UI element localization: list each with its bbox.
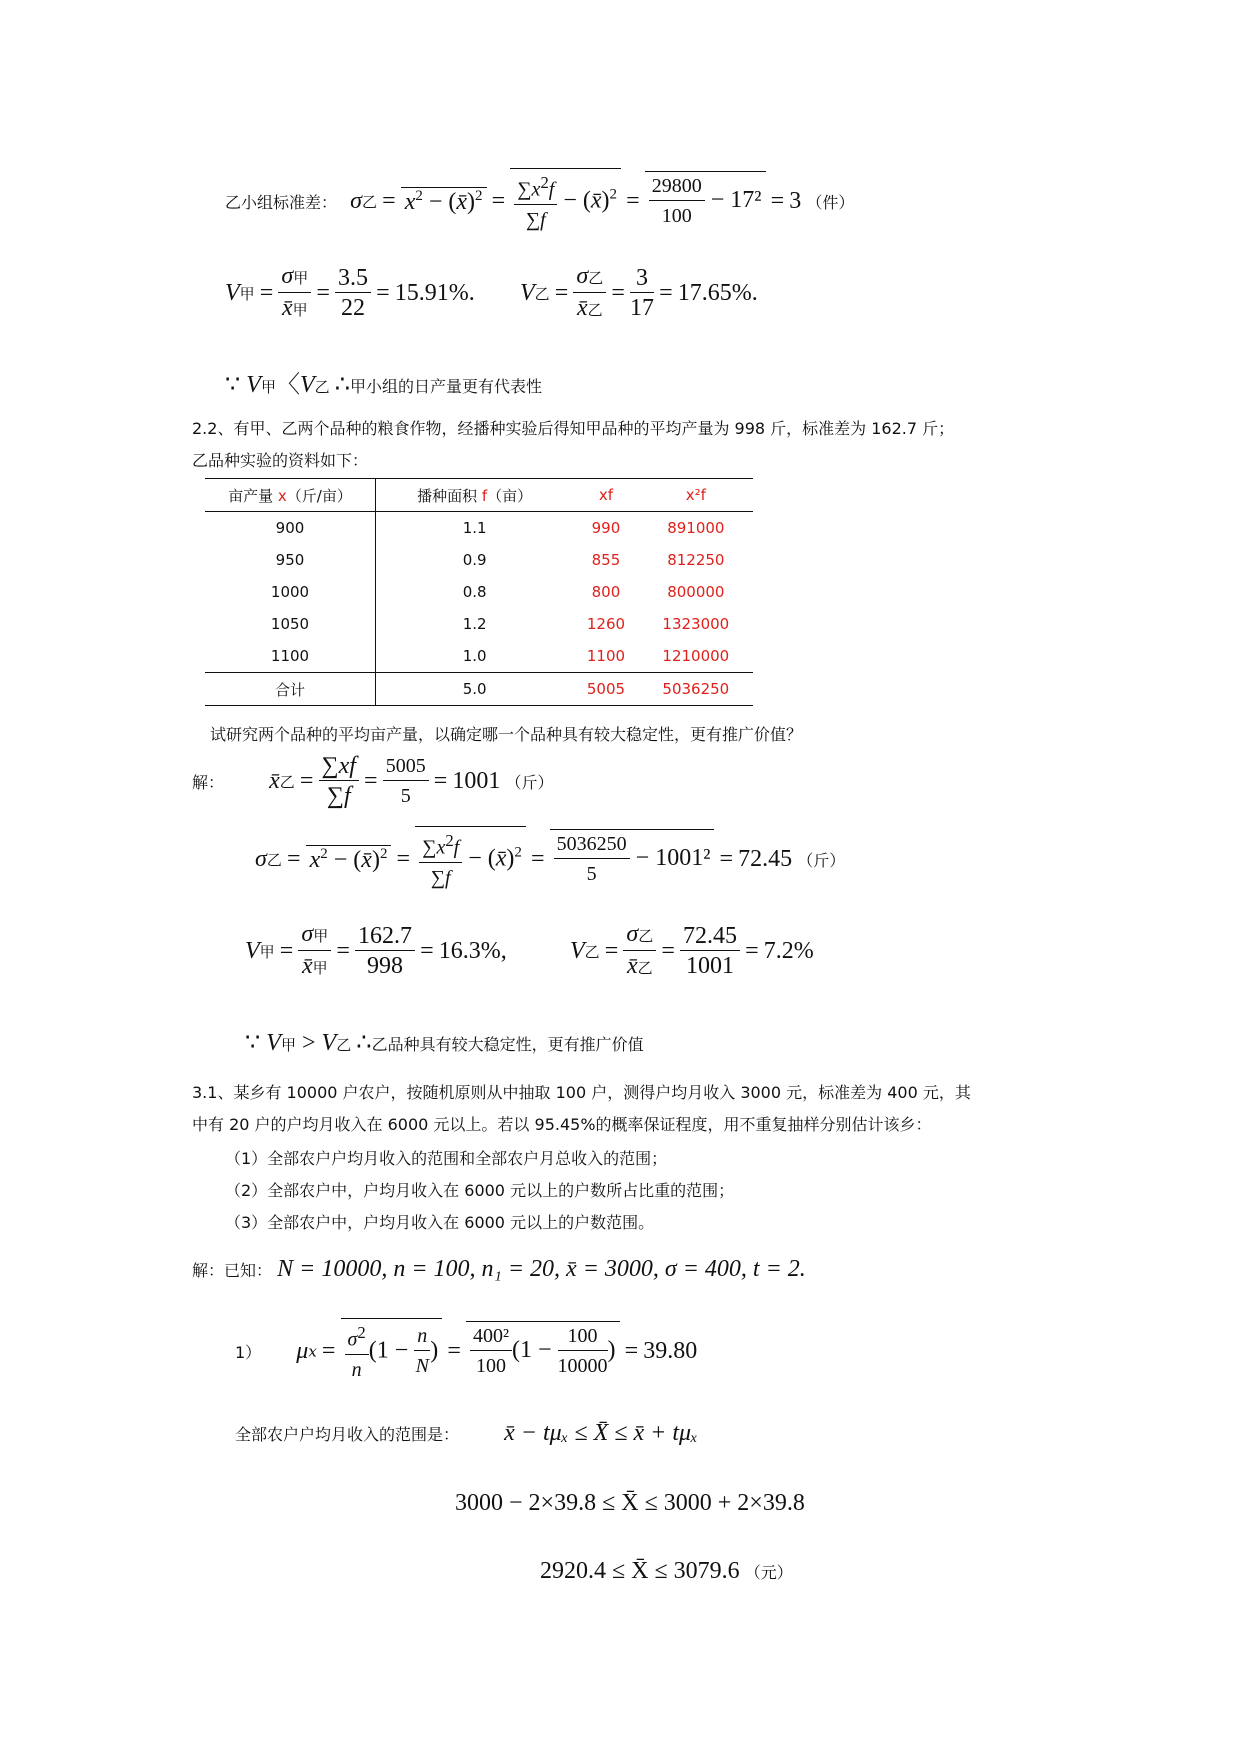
sqrt-x2-minus-xbar2: $x^2$ − (x̄)$^2$ bbox=[401, 187, 487, 216]
equals-2: = bbox=[491, 187, 506, 214]
cell: 800 bbox=[591, 583, 621, 601]
mean-yi-formula: 解： x̄乙 = $\frac{\sum xf}{\sum f}$ = $\frac{5005}{5}$ = 1001 （斤） bbox=[192, 753, 554, 809]
equals: = bbox=[376, 280, 390, 306]
v-sub-jia: 甲 bbox=[239, 285, 255, 303]
cell: 合计 bbox=[205, 673, 376, 706]
solution-label: 解： bbox=[192, 773, 225, 792]
unit-jin: （斤） bbox=[797, 850, 846, 870]
calc-minus: 17² bbox=[730, 187, 762, 214]
sd-result: 72.45 bbox=[738, 845, 793, 872]
frac-sum-xf: $\frac{\sum xf}{\sum f}$ bbox=[319, 752, 359, 811]
therefore-symbol: ∴ bbox=[334, 372, 351, 398]
header-area: 播种面积 f（亩） bbox=[376, 479, 574, 512]
cell: 1050 bbox=[205, 608, 376, 640]
cell: 1.0 bbox=[462, 647, 487, 665]
mean-result: 1001 bbox=[452, 768, 501, 794]
cell: 1.2 bbox=[462, 615, 487, 633]
v-sub-yi: 乙 bbox=[534, 285, 550, 303]
v-symbol: V bbox=[520, 280, 535, 306]
range-formula-line bbox=[235, 1420, 698, 1447]
frac-sigma-over-mean-yi: $\frac{\text{σ乙}}{\text{x̄乙}}$ bbox=[573, 262, 606, 325]
conclusion-2: ∵ V甲 > V乙 ∴乙品种具有较大稳定性，更有推广价值 bbox=[245, 1030, 644, 1056]
range-formula: x̄ − tμₓ ≤ X̄ ≤ x̄ + tμₓ bbox=[504, 1420, 698, 1446]
sigma-subscript: 乙 bbox=[361, 192, 377, 211]
conclusion-text-2: 乙品种具有较大稳定性，更有推广价值 bbox=[371, 1035, 644, 1054]
cell: 950 bbox=[205, 544, 376, 576]
calc-num: 29800 bbox=[649, 172, 705, 201]
cell: 990 bbox=[591, 519, 621, 537]
table-row bbox=[205, 608, 753, 640]
header-x2f: x²f bbox=[639, 479, 753, 512]
cell: 800000 bbox=[667, 583, 725, 601]
cell: 1210000 bbox=[662, 647, 730, 665]
yield-table bbox=[205, 478, 753, 706]
cell: 5.0 bbox=[376, 673, 574, 706]
cell: 0.8 bbox=[462, 583, 487, 601]
cv-jia-formula: V甲 = $\frac{\text{σ甲}}{\text{x̄甲}}$ = $\frac{3.5}{22}$ = 15.91%. bbox=[225, 262, 475, 325]
cell: 812250 bbox=[667, 551, 725, 569]
known-values-text: N = 10000, n = 100, n₁ = 20, x̄ = 3000, σ = 400, t = 2. bbox=[277, 1256, 806, 1282]
frac-vj-values: $\frac{162.7}{998}$ bbox=[355, 922, 415, 981]
v-symbol: V bbox=[225, 280, 240, 306]
calc-result: 3 bbox=[789, 187, 802, 214]
equals: = bbox=[611, 280, 625, 306]
table-row bbox=[205, 576, 753, 608]
v-jia-result: 15.91% bbox=[394, 280, 469, 306]
table-row bbox=[205, 512, 753, 545]
table-total-row bbox=[205, 673, 753, 706]
table-row bbox=[205, 544, 753, 576]
cell: 1260 bbox=[586, 615, 626, 633]
known-values bbox=[192, 1256, 806, 1283]
sqrt-symbolic: $\frac{\sigma^2}{n}$ (1 − $\frac{n}{N}$ ) bbox=[341, 1318, 443, 1385]
range-result-line bbox=[540, 1558, 793, 1585]
table-row bbox=[205, 640, 753, 673]
unit-jian: （件） bbox=[806, 192, 855, 212]
sqrt-x2-minus-xbar2: $x^2$ − (x̄)$^2$ bbox=[306, 845, 392, 874]
vj-result: 16.3%, bbox=[438, 938, 507, 964]
cell: 1100 bbox=[205, 640, 376, 673]
equals: = bbox=[259, 280, 274, 306]
q31-item-2: （2）全部农户中，户均月收入在 6000 元以上的户数所占比重的范围； bbox=[225, 1181, 735, 1200]
frac-mean-values: $\frac{5005}{5}$ bbox=[383, 752, 429, 811]
unit-yuan: （元） bbox=[744, 1563, 793, 1582]
conclusion-text-1: 甲小组的日产量更有代表性 bbox=[350, 377, 543, 396]
cell: 855 bbox=[591, 551, 621, 569]
cv-yi-formula: V乙 = $\frac{\text{σ乙}}{\text{x̄乙}}$ = $\frac{3}{17}$ = 17.65%. bbox=[520, 262, 758, 325]
mu-result: 39.80 bbox=[643, 1337, 698, 1364]
mu-formula: 1） μx = $\frac{\sigma^2}{n}$ (1 − $\frac{n}{N}$ ) = $\frac{\text{400²}}{100}$ (1 − $\frac{100}{10000}$ ) = 39.80 bbox=[235, 1318, 697, 1385]
sqrt-sum-formula: $\frac{\sum x^2f}{\sum f}$ − (x̄)$^2$ bbox=[415, 826, 526, 893]
table-header-row bbox=[205, 479, 753, 512]
frac-sigma-over-mean: $\frac{\text{σ甲}}{\text{x̄甲}}$ bbox=[278, 262, 311, 325]
cell: 5036250 bbox=[639, 673, 753, 706]
cell: 900 bbox=[205, 512, 376, 545]
vy-result: 7.2% bbox=[763, 938, 814, 964]
yi-sd-label: 乙小组标准差： bbox=[225, 192, 338, 212]
sd-yi-formula: σ乙 = $x^2$ − (x̄)$^2$ = $\frac{\sum x^2f}{\sum f}$ − (x̄)$^2$ = $\frac{5036250}{5}$ − 1001² = 72.45 （斤） bbox=[255, 826, 845, 893]
sqrt-numeric: $\frac{5036250}{5}$ − 1001² bbox=[550, 829, 715, 889]
equals-1: = bbox=[382, 187, 396, 214]
range-calc: 3000 − 2×39.8 ≤ X̄ ≤ 3000 + 2×39.8 bbox=[455, 1490, 805, 1516]
equals: = bbox=[316, 280, 330, 306]
frac-vy-values: $\frac{72.45}{1001}$ bbox=[680, 922, 740, 981]
cell: 1100 bbox=[586, 647, 626, 665]
q31-item-3: （3）全部农户中，户均月收入在 6000 元以上的户数范围。 bbox=[225, 1213, 655, 1232]
equals: = bbox=[554, 280, 569, 306]
header-yield: 亩产量 x（斤/亩） bbox=[205, 479, 376, 512]
sqrt-sum-formula: $\frac{\sum x^2f}{\sum f}$ − (x̄)$^2$ bbox=[510, 168, 621, 235]
sigma-symbol: σ bbox=[350, 187, 362, 214]
sqrt-numeric: $\frac{29800}{100}$ − 17² bbox=[645, 171, 766, 231]
cell: 0.9 bbox=[462, 551, 487, 569]
cell: 5005 bbox=[573, 673, 638, 706]
q22-line2: 乙品种实验的资料如下： bbox=[192, 451, 369, 470]
equals: = bbox=[659, 280, 673, 306]
sqrt-numeric-mu: $\frac{\text{400²}}{100}$ (1 − $\frac{100}{10000}$ ) bbox=[466, 1321, 620, 1381]
cell: 1000 bbox=[205, 576, 376, 608]
cv-jia-formula-2: V甲 = $\frac{\text{σ甲}}{\text{x̄甲}}$ = $\frac{162.7}{998}$ = 16.3%, bbox=[245, 921, 507, 979]
cv-yi-formula-2: V乙 = $\frac{\text{σ乙}}{\text{x̄乙}}$ = $\frac{72.45}{1001}$ = 7.2% bbox=[570, 921, 814, 979]
unit-jin: （斤） bbox=[505, 773, 554, 792]
conclusion-1: ∵ V甲〈V乙 ∴甲小组的日产量更有代表性 bbox=[225, 372, 543, 398]
frac-values-yi: $\frac{3}{17}$ bbox=[630, 265, 655, 321]
v-yi-result: 17.65% bbox=[677, 280, 752, 306]
step1-label: 1） bbox=[235, 1342, 262, 1362]
q31-line1: 3.1、某乡有 10000 户农户，按随机原则从中抽取 100 户，测得户均月收入 3000 元，标准差为 400 元，其 bbox=[192, 1083, 971, 1102]
cell: 1.1 bbox=[462, 519, 487, 537]
calc-den: 100 bbox=[661, 205, 692, 228]
cell: 1323000 bbox=[662, 615, 730, 633]
q22-question: 试研究两个品种的平均亩产量，以确定哪一个品种具有较大稳定性，更有推广价值？ bbox=[210, 725, 803, 744]
frac-values-jia: $\frac{3.5}{22}$ bbox=[335, 264, 371, 323]
q22-line1: 2.2、有甲、乙两个品种的粮食作物，经播种实验后得知甲品种的平均产量为 998 斤，标准差为 162.7 斤； bbox=[192, 419, 955, 438]
known-label: 解：已知： bbox=[192, 1261, 273, 1280]
range-result: 2920.4 ≤ X̄ ≤ 3079.6 bbox=[540, 1558, 740, 1584]
q31-item-1: （1）全部农户户均月收入的范围和全部农户月总收入的范围； bbox=[225, 1149, 668, 1168]
q31-line2: 中有 20 户的户均月收入在 6000 元以上。若以 95.45%的概率保证程度，用不重复抽样分别估计该乡： bbox=[192, 1115, 932, 1134]
yi-sd-formula bbox=[225, 168, 854, 234]
header-xf: xf bbox=[573, 479, 638, 512]
equals-4: = bbox=[770, 187, 785, 214]
cell: 891000 bbox=[667, 519, 725, 537]
equals-3: = bbox=[626, 187, 640, 214]
because-symbol: ∵ V bbox=[225, 372, 261, 398]
range-label: 全部农户户均月收入的范围是： bbox=[235, 1425, 460, 1444]
